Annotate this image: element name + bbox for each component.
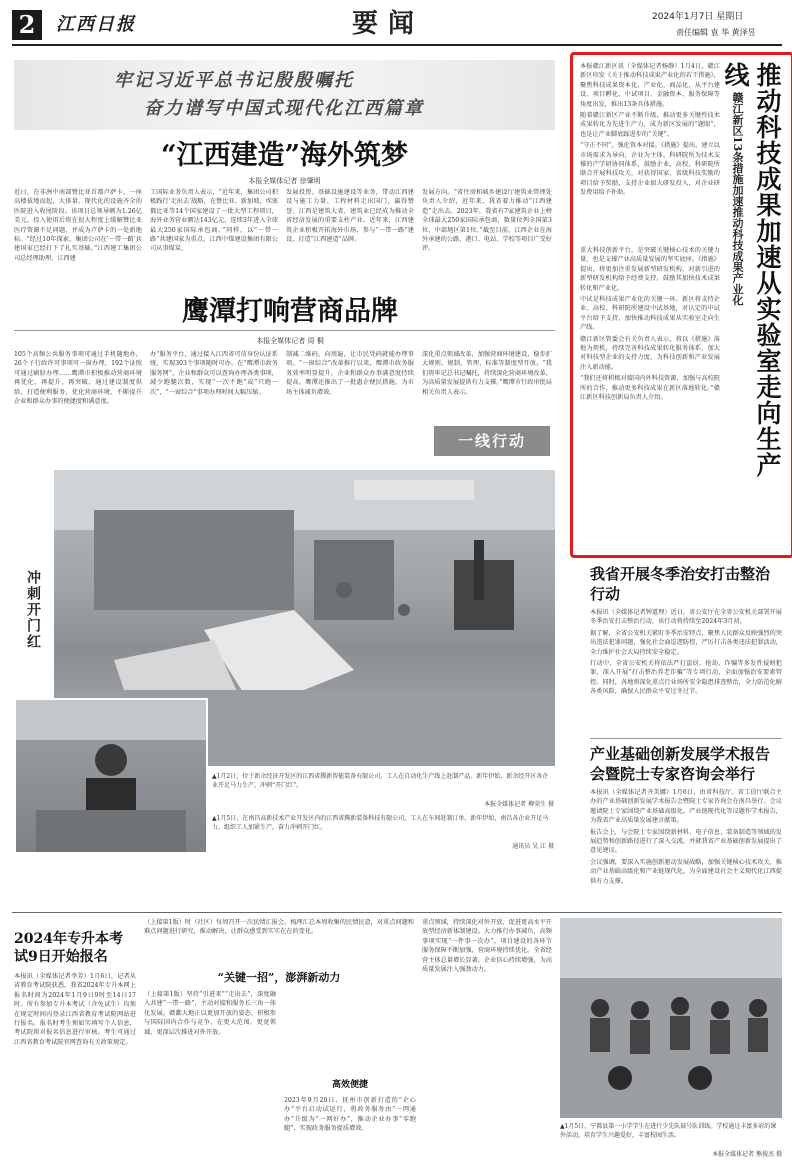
article1-col-1: 近日，在非洲中南部赞比亚首都卢萨卡，一座高楼拔地而起，大体量、现代化的设施齐全的医院进入收尾阶段。该项目总领导额为1.26亿美元，投入使用后将在很大程度上缓解赞比亚医疗资源不足问题，并成为卢萨卡的一处新地标。“经过10年探索，集团公司在‘一带一路’共建国家已经打下了扎实基础。”江西建工集团公司总经理助理、江西建 [14,189,142,262]
article1-byline: 本报全媒体记者 徐肇明 [248,177,321,185]
article1-col-4: 发展方向。“省住房和城乡建设厅建筑业管理处负责人介绍，近年来，我省着力推动“江西建造”走出去。2023年，我省有7家建筑企业上榜全球最大250家国际承包商，数量位列全国第3位，中部地区第1位。”截至目前，江西企业在海外承建的公路、港口、电站、学校等项目广受好评。 [422,189,552,253]
bottom-mid-para-2: （上接第1版）坚持“引进来”“走出去”，深度融入共建“一带一路”，主动对接和服务长三角一体化发展。赣鄱大地正以更加开放的姿态，积极参与国际国内合作与竞争，在更大范围、更宽领域、更深层次推进对外开放。 [144,991,276,1036]
article1-title: “江西建造”海外筑梦 [160,140,409,171]
report-para-2: 报告会上，与会院士专家围绕新材料、电子信息、装备制造等领域的发展趋势和创新路径进行了深入交流，并就我省产业基础创新发展提出了意见建议。 [590,828,782,855]
article2-title: 鹰潭打响营商品牌 [140,294,440,330]
section-title: 要闻 [352,9,425,39]
article2-col-1: 105个高频公共服务事项可通过手机随地办，26个子行政许可事项可一窗办理，192个证照可通过刷脸办理……鹰潭市积极推动营商环境再优化、再提升、再突破，通过建设制度供给、打造便利服务、优化营商环境，不断提升企业和群众办事的便捷度和满意度。 [14,351,142,406]
bottom-photo [560,918,782,1118]
featured-para-1: 本报赣江新区讯（全媒体记者杨静）1月4日，赣江新区印发《关于推动科技成果产业化的若干措施》，聚焦科技成果资本化、产业化、商品化，从平台建设、项目孵化、中试项目、金融资本、服务保障等角度出发，推出13条具体措施。 [580,63,720,108]
featured-body-extra [724,488,784,544]
ice-para-2: 据了解，全省公安机关紧盯冬季治安特点，聚焦人民群众反映强烈的突出违法犯罪问题，强化社会面巡逻防控，严厉打击各类违法犯罪活动，全力维护社会大局持续安全稳定。 [590,629,782,656]
featured-para-3: “守正不同”，强化资本对接。《措施》提出，建立以市场需求为导向，企业为主体、科研院所为技术支撑的产学研协同体系，鼓励企业、高校、科研院所联合开展科技攻关，对获得国家、省级科技奖励的项目给予奖励，支持企业加大研发投入，对企业研发费用给予补助。 [580,142,720,197]
article2-byline: 本报全媒体记者 周 桐 [256,337,324,345]
worker-illustration [16,700,206,852]
page-number: 2 [12,10,42,40]
banner [14,60,555,130]
masthead [12,8,782,42]
bottom-mid-heading-2: 高效便捷 [331,1080,368,1090]
frontline-tag: 一线行动 [434,426,550,456]
article-divider [14,330,555,331]
bottom-section-rule [12,912,782,913]
photo-title-vertical: 冲刺开门红 [25,570,41,650]
worker-photo [14,698,208,854]
featured-para-2: 随着赣江新区产业不断升级，推动更多关键性技术成果转化为先进生产力，成为新区发展的“题眼”，也是让产业脚底踩进步的“关键”。 [580,112,720,138]
bottom-right-body: 重点领域，持续深化对外开放，促进更高水平开放型经济新体制建设。大力推行办事减负，高频事项实现“一件事一次办”。项目建设的各环节服务保障不断加强，营商环境持续优化。全省经营主体总量增长显著，企业信心持续增强，为高质量发展注入强劲动力。 [422,919,552,974]
paper-logo: 江西日报 [56,14,136,35]
ice-para-3: 行动中，全省公安机关将依法严打盗窃、抢劫、诈骗等多发性侵财犯罪，深入开展“打击整治养老诈骗”等专项行动，全面加强治安要素管控。同时，各地将深化重点行业场所安全隐患排查整治，全力防范化解各类风险，确保人民群众平安过冬过节。 [590,660,782,696]
featured-title: 推动科技成果加速从实验室走向生产线 [721,62,782,478]
featured-subtitle: 赣江新区13条措施加速推动科技成果产业化 [731,92,744,306]
banner-line-2: 奋力谱写中国式现代化江西篇章 [144,98,424,119]
featured-para-7: “我们还将积极对接国内外科技资源，加强与高校院所的合作，推动更多科技成果在新区落地转化。”赣江新区科技创新局负责人介绍。 [580,375,720,402]
bottom-photo-caption: ▲1月5日，宁都县第一小学学生在进行少先队鼓号队训练。学校通过丰富多彩的课外活动，培育学生兴趣爱好，丰富校园生活。 [560,1123,777,1139]
report-para-1: 本报讯（全媒体记者齐美娜）1月6日，由省科技厅、省工信厅联合主办的产业基础创新发展学术报告会暨院士专家咨询会在南昌举行。会议邀请院士专家围绕产业基础高级化、产业链现代化等议题作学术报告，为我省产业高质量发展建言献策。 [590,789,782,825]
featured-body-top [580,62,720,242]
featured-body-bottom [580,246,720,544]
report-article-body [590,788,782,906]
masthead-rule [12,44,782,46]
featured-para-6: 赣江新区管委会有关负责人表示，将以《措施》落地为契机，持续完善科技成果转化服务体系，加大对科技型企业的支持力度，为科技创新和产业发展注入新动能。 [580,335,720,371]
bottom-photo-credit: 本报全媒体记者 熊俊杰 摄 [712,1151,782,1158]
photo-credit-1: 本报全媒体记者 柳荣生 摄 [484,801,554,808]
featured-para-5: 中试是科技成果产业化的关键一环。新区将支持企业、高校、科研院所建设中试基地，对认定的中试平台给予支持，加快推动科技成果从实验室走向生产线。 [580,296,720,332]
bottom-mid-para-3: 2023年9月20日，抚州市创新打造的“企心办”平台启动试运行，将政务服务由“一网通办”升级为“一网好办”，推动企业办事“零跑腿”，实现政务服务提质增效。 [284,1097,416,1133]
featured-para-4: 重大科技创新平台，是突破关键核心技术的关键力量，也是支撑产业高质量发展的坚实底座。《措施》提出，将更加注重发展新型研发机构，对新引进的新型研发机构给予经费支持，鼓励其加快技术成果转化和产业化。 [580,247,720,292]
photo-credit-2: 通讯员 吴 江 摄 [512,843,554,850]
right-divider [590,738,782,739]
report-article-title: 产业基础创新发展学术报告会暨院士专家咨询会举行 [590,745,771,783]
article1-col-2: 工国际业务负责人表示，“近年来，集团公司积极践行‘走出去’战略，在赞比亚、新加坡、埃塞俄比亚等14个国家建设了一批大型工程项目，海外业务营业额达143亿元，连续3年进入全球最大250家国际承包商。”同样，以“一带一路”共建国家为重点，江西中煤建设集团有限公司从事煤炭、 [150,189,278,253]
article2-col-3: 制减二维码，向周遍，让市民凭码就能办理事项。“一窗综合”改革推行以来，鹰潭市政务服务效率明显提升，企业和群众办事满意度持续提高。鹰潭还推出了一批惠企便民措施，为市场主体减负增效。 [286,351,414,396]
editors: 责任编辑 袁 华 黄泽昱 [676,28,756,37]
photo-section [14,470,555,860]
photo-caption-1: ▲1月2日，位于新余经济开发区的江西省腾新智能装备有限公司，工人在自动化生产线上赶制产品。新年伊始，新余经开区各企业开足马力生产，冲刺“开门红”。 [212,773,549,789]
students-illustration [560,918,782,1118]
ice-article-body [590,608,782,732]
exam-article-body: 本报讯（全媒体记者李芳）1月6日，记者从省教育考试院获悉，我省2024年专升本网上报名时间为2024年1月9日9时至14日17时。所有参加专升本考试（含免试生）均须在规定时间内登录江西省教育考试院网站进行报名。报名时考生须如实填写个人信息，考试院将对报名信息进行审核。考生可通过江西省教育考试院官网查询有关政策规定。 [14,973,136,1046]
issue-date: 2024年1月7日 星期日 [652,12,744,22]
article2-col-4: 深化重点领域改革，加强营商环境建设，稳步扩大规则、规制、管理、标准等制度型开放。“我们将牢记总书记嘱托，持续深化营商环境改革，为高质量发展提供有力支撑。”鹰潭市行政审批局相关负责人表示。 [422,351,552,396]
ice-para-1: 本报讯（全媒体记者钟道理）近日，省公安厅在全省公安机关部署开展冬季治安打击整治行动，该行动将持续至2024年3月初。 [590,609,782,626]
bottom-mid-para-1: （上接第1版）时（社区）每周召开一次民情汇报会，梳理汇总本周收集的民情民意，对重点问题和难点问题进行研究，推动解决，让群众感受到实实在在的变化。 [144,919,414,936]
report-para-3: 会议强调，要深入实施创新驱动发展战略，加强关键核心技术攻关，推动产业基础高级化和产业链现代化，为全面建设社会主义现代化江西提供有力支撑。 [590,858,782,885]
bottom-mid-heading-1: “关键一招”，澎湃新动力 [217,971,341,984]
exam-article-title: 2024年专升本考试9日开始报名 [14,931,123,965]
banner-line-1: 牢记习近平总书记殷殷嘱托 [114,70,354,91]
photo-caption-2: ▲1月5日，在南昌高新技术产业开发区内的江西省腾新装备科技有限公司，工人在车间赶制订单。新年伊始，南昌各企业开足马力，组织工人加紧生产，奋力冲刺开门红。 [212,815,549,831]
article2-col-2: 办“服务平台，通过接入江西省可信身份认证系统，实现303个事项随时可办。在“鹰潭市政务服务网”，企业和群众可以查询办理各类事项，减少跑腿次数，实现“一次不跑”或“只跑一次”，“一窗综合”事项办理时间大幅压缩。 [150,351,278,396]
article1-col-3: 发展投资、基础设施建设等业务，带动江西建设与施工力量、工程材料走出国门，赢得赞誉。江西是建筑大省，建筑业已经成为推动全省经济发展的重要支柱产业。近年来，江西建筑企业积极开拓海外市场，参与“一带一路”建设，打造“江西建造”品牌。 [286,189,414,244]
ice-article-title: 我省开展冬季治安打击整治行动 [590,565,771,603]
